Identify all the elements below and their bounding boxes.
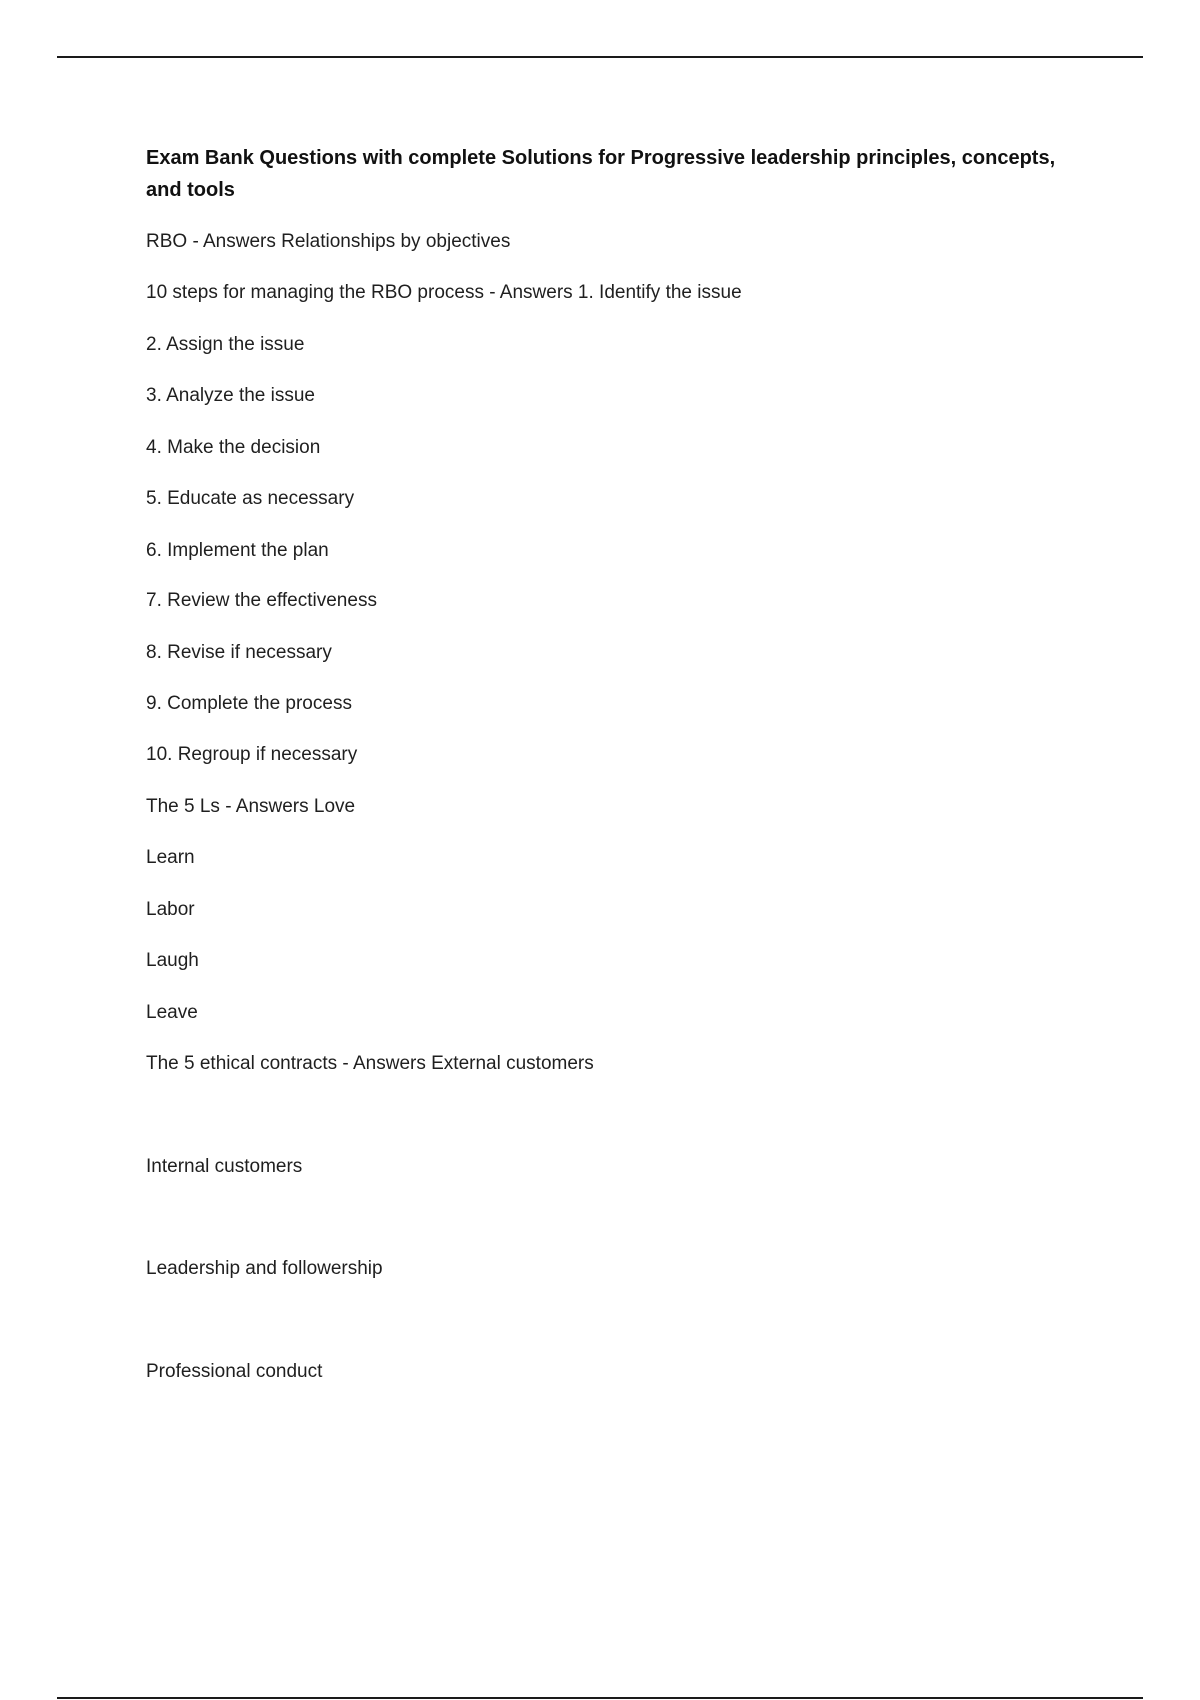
list-item: 3. Analyze the issue — [146, 385, 315, 406]
list-item: 8. Revise if necessary — [146, 642, 332, 663]
list-item: Internal customers — [146, 1156, 303, 1177]
qa-line: RBO - Answers Relationships by objectives — [146, 231, 511, 252]
list-item: Leadership and followership — [146, 1258, 383, 1279]
qa-line: The 5 Ls - Answers Love — [146, 796, 356, 817]
bottom-rule — [57, 1697, 1143, 1699]
list-item: 2. Assign the issue — [146, 334, 305, 355]
list-item: Labor — [146, 899, 195, 920]
list-item: 5. Educate as necessary — [146, 488, 355, 509]
list-item: 6. Implement the plan — [146, 540, 329, 561]
list-item: Professional conduct — [146, 1361, 323, 1382]
list-item: Leave — [146, 1002, 198, 1023]
list-item: Laugh — [146, 950, 199, 971]
qa-line: The 5 ethical contracts - Answers External customers — [146, 1053, 594, 1074]
list-item: 9. Complete the process — [146, 693, 352, 714]
top-rule — [57, 56, 1143, 58]
list-item: 7. Review the effectiveness — [146, 590, 377, 611]
list-item: Learn — [146, 847, 195, 868]
document-title: Exam Bank Questions with complete Solutions for Progressive leadership principles, concepts, and tools — [146, 147, 1056, 201]
list-item: 4. Make the decision — [146, 437, 321, 458]
list-item: 10. Regroup if necessary — [146, 744, 358, 765]
qa-line: 10 steps for managing the RBO process - Answers 1. Identify the issue — [146, 282, 742, 303]
